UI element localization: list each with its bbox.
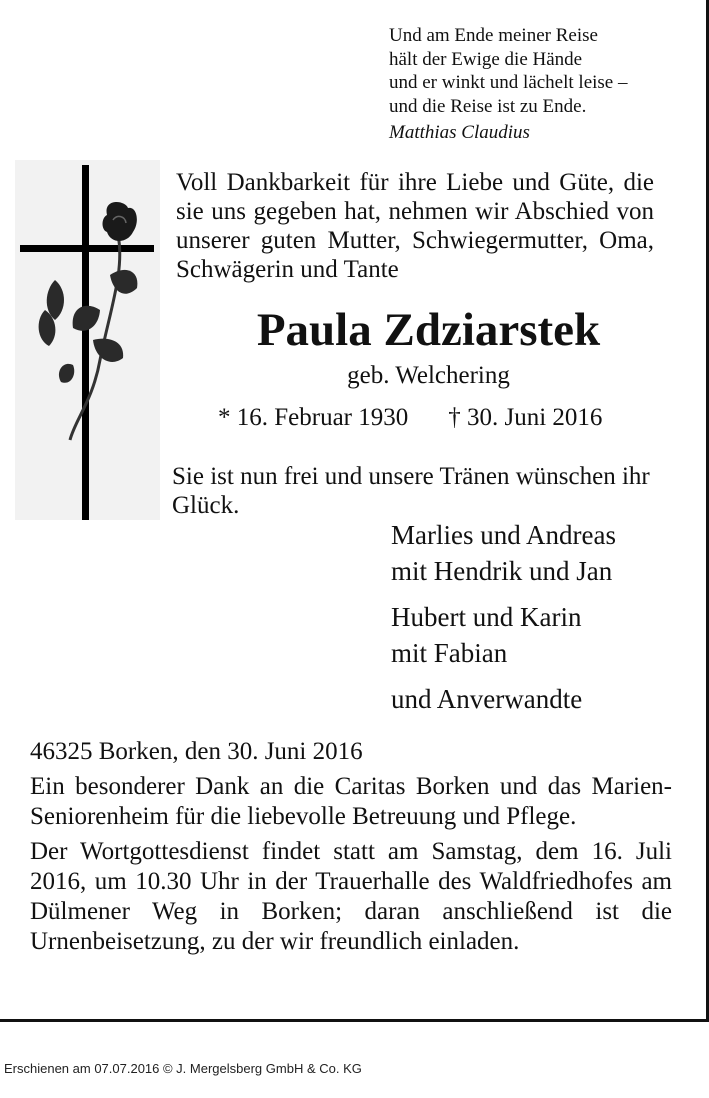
family-group [391,681,616,717]
deceased-name: Paula Zdziarstek [256,304,601,356]
publication-footer: Erschienen am 07.07.2016 © J. Mergelsberg GmbH & Co. KG [4,1061,362,1076]
poem-line: Und am Ende meiner Reise [389,25,598,46]
family-line: mit Fabian [391,638,508,668]
place-date: 46325 Borken, den 30. Juni 2016 [30,738,363,765]
comfort-text: Sie ist nun frei und unsere Tränen wünschen ihr Glück. [172,463,650,519]
poem-author: Matthias Claudius [389,122,530,143]
cross-with-rose-icon [15,160,160,520]
family-line: Marlies und Andreas [391,520,616,550]
life-dates [218,402,602,434]
birth-date: * 16. Februar 1930 [218,404,409,431]
poem-line: und er winkt und lächelt leise – [389,72,628,93]
family-line: mit Hendrik und Jan [391,556,613,586]
notice-details [30,737,672,962]
family-group [391,599,616,671]
death-date: † 30. Juni 2016 [448,404,603,431]
family-list [391,517,616,727]
poem-line: und die Reise ist zu Ende. [389,95,587,117]
poem-line: hält der Ewige die Hände [389,48,583,70]
maiden-name: geb. Welchering [347,362,510,389]
thanks-text: Ein besonderer Dank an die Caritas Borken und das Marien-Seniorenheim für die liebevolle Betreuung und Pflege. [30,773,672,830]
family-line: und Anverwandte [391,684,583,714]
poem [389,24,628,145]
intro-text: Voll Dankbarkeit für ihre Liebe und Güte, die sie uns gegeben hat, nehmen wir Abschied von unserer guten Mutter, Schwiegermutter, Oma, Schwägerin und Tante [176,169,654,283]
family-line: Hubert und Karin [391,602,582,632]
family-group [391,517,616,589]
service-text: Der Wortgottesdienst findet statt am Samstag, dem 16. Juli 2016, um 10.30 Uhr in der Trauerhalle des Waldfriedhofes am Dülmener Weg in Borken; daran anschließend ist die Urnenbeisetzung, zu der wir freundlich einladen. [30,838,672,955]
